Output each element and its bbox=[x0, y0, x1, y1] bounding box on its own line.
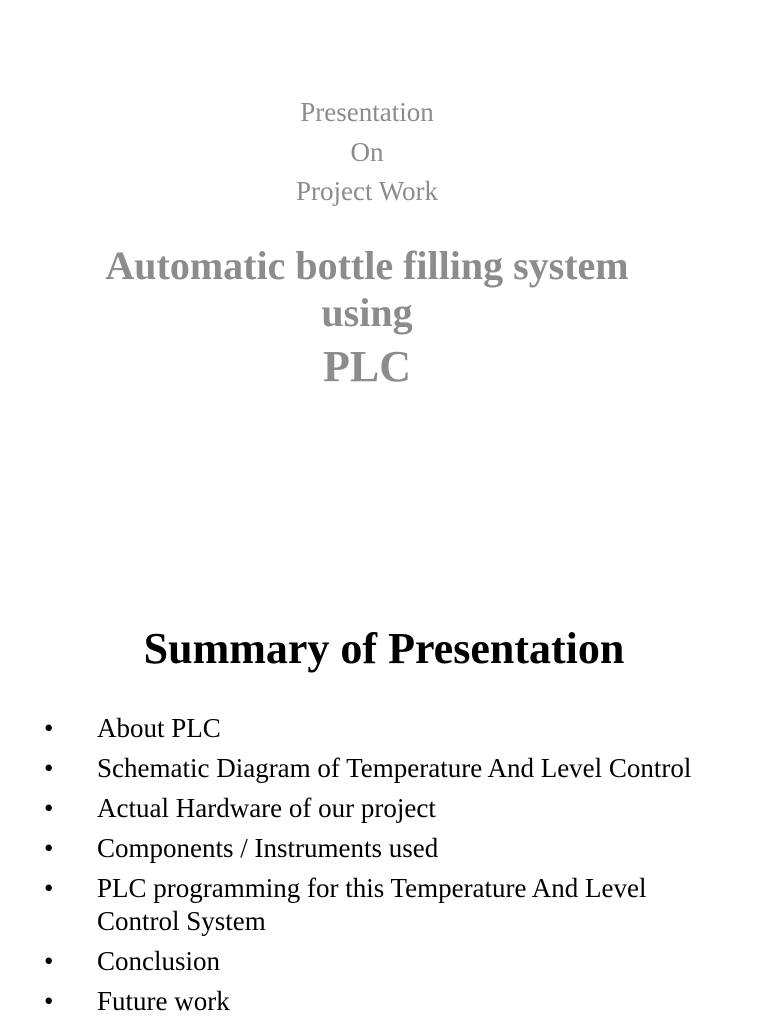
summary-title: Summary of Presentation bbox=[143, 624, 625, 673]
project-title-line-3: PLC bbox=[323, 342, 411, 391]
project-title-line-1: Automatic bottle filling system bbox=[105, 243, 629, 288]
intro-line-presentation: Presentation bbox=[300, 97, 434, 127]
list-item-text: Actual Hardware of our project bbox=[97, 793, 436, 823]
intro-line-on: On bbox=[350, 136, 384, 167]
list-item-text: Conclusion bbox=[97, 946, 221, 976]
project-title-line-2: using bbox=[321, 290, 413, 335]
bullet-icon: • bbox=[44, 946, 54, 976]
bullet-icon: • bbox=[44, 793, 54, 823]
list-item bbox=[0, 872, 768, 938]
bullet-icon: • bbox=[44, 833, 54, 863]
list-item bbox=[0, 945, 768, 978]
list-item-text: Future work bbox=[97, 986, 230, 1016]
project-title bbox=[0, 242, 734, 392]
summary-list bbox=[0, 712, 768, 1025]
list-item bbox=[0, 752, 768, 785]
bullet-icon: • bbox=[44, 986, 54, 1016]
list-item bbox=[0, 712, 768, 745]
list-item-text: Schematic Diagram of Temperature And Level Control bbox=[97, 753, 692, 783]
intro-text bbox=[0, 93, 734, 212]
bullet-icon: • bbox=[44, 713, 54, 743]
bullet-icon: • bbox=[44, 873, 54, 903]
bullet-icon: • bbox=[44, 753, 54, 783]
list-item bbox=[0, 832, 768, 865]
list-item-text: Components / Instruments used bbox=[97, 833, 439, 863]
list-item-text: About PLC bbox=[97, 713, 221, 743]
summary-slide bbox=[0, 560, 768, 1024]
list-item bbox=[0, 985, 768, 1018]
list-item bbox=[0, 792, 768, 825]
list-item-text: PLC programming for this Temperature And Level Control System bbox=[97, 873, 647, 936]
intro-line-project-work: Project Work bbox=[295, 176, 439, 206]
